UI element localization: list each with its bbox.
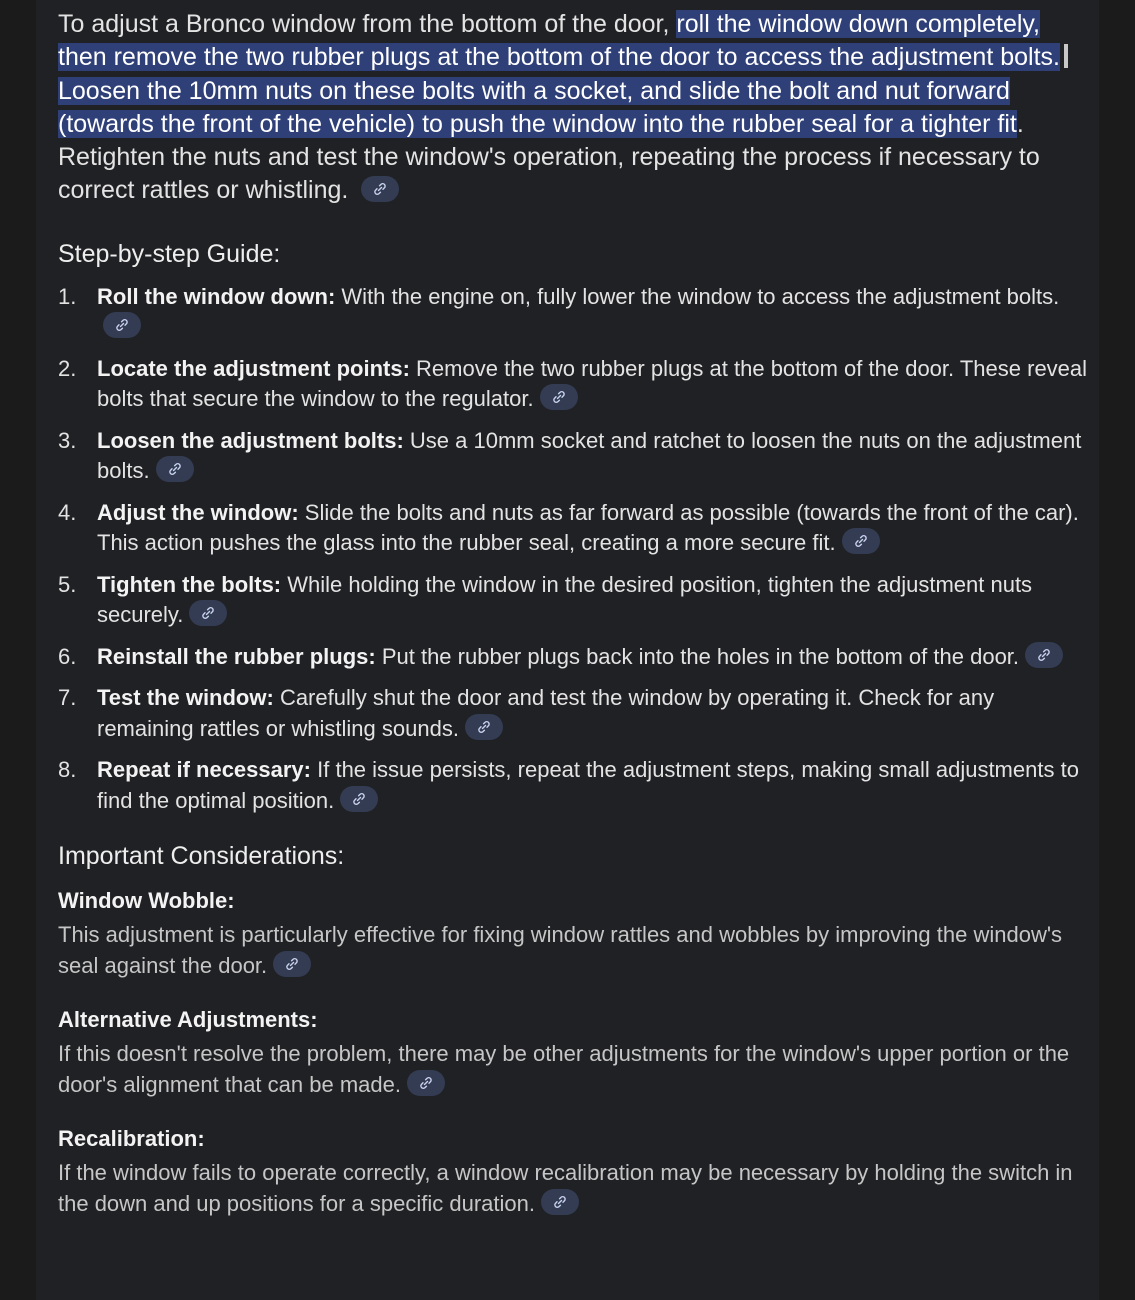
step-number: 1. xyxy=(58,283,77,309)
selected-text-a[interactable]: roll the window down completely, then remove the two rubber plugs at the bottom of the door to access the adjustment bolts. xyxy=(58,10,1060,72)
step-title: Test the window: xyxy=(97,685,274,711)
step-number: 3. xyxy=(58,427,77,453)
step-item xyxy=(58,570,1088,631)
link-icon[interactable] xyxy=(103,312,141,338)
step-item xyxy=(58,642,1088,673)
step-text: While holding the window in the desired position, tighten the adjustment nuts securely. xyxy=(97,571,1033,628)
selected-text-b[interactable]: Loosen the 10mm nuts on these bolts with a socket, and slide the bolt and nut forward (towards the front of the vehicle) to push the window into the rubber seal for a tighter fit xyxy=(58,76,1017,138)
response-content xyxy=(58,0,1088,1219)
step-text: Slide the bolts and nuts as far forward as possible (towards the front of the car). This action pushes the glass into the rubber seal, creating a more secure fit. xyxy=(97,499,1079,556)
steps-list xyxy=(58,282,1088,817)
step-title: Reinstall the rubber plugs: xyxy=(97,643,376,669)
link-icon[interactable] xyxy=(465,714,503,740)
step-item xyxy=(58,683,1088,744)
step-title: Repeat if necessary: xyxy=(97,757,311,783)
step-title: Tighten the bolts: xyxy=(97,571,282,597)
step-text: With the engine on, fully lower the window to access the adjustment bolts. xyxy=(341,283,1060,309)
steps-heading: Step-by-step Guide: xyxy=(58,239,281,268)
step-text: Put the rubber plugs back into the holes in the bottom of the door. xyxy=(381,643,1020,669)
step-number: 7. xyxy=(58,685,77,711)
consideration-text xyxy=(58,1158,1088,1219)
consideration-text xyxy=(58,1039,1088,1100)
text-cursor-icon xyxy=(1064,44,1068,68)
step-title: Locate the adjustment points: xyxy=(97,355,410,381)
consideration-title: Alternative Adjustments: xyxy=(58,1007,318,1033)
step-number: 8. xyxy=(58,757,77,783)
step-text: If the issue persists, repeat the adjustment steps, making small adjustments to find the optimal position. xyxy=(97,757,1079,813)
consideration-body: If this doesn't resolve the problem, there may be other adjustments for the window's upper portion or the door's alignment that can be made. xyxy=(58,1041,1070,1097)
step-text: Carefully shut the door and test the window by operating it. Check for any remaining rattles or whistling sounds. xyxy=(97,685,995,741)
step-item xyxy=(58,426,1088,487)
link-icon[interactable] xyxy=(361,176,399,202)
step-text: Remove the two rubber plugs at the bottom of the door. These reveal bolts that secure the window to the regulator. xyxy=(97,355,1088,412)
intro-text: To adjust a Bronco window from the bottom of the door, xyxy=(58,10,670,38)
consideration-title: Recalibration: xyxy=(58,1126,205,1152)
consideration-title: Window Wobble: xyxy=(58,888,235,914)
link-icon[interactable] xyxy=(842,528,880,554)
intro-text-end: . Retighten the nuts and test the window's operation, repeating the process if necessary to correct rattles or whistling. xyxy=(58,109,1040,205)
step-number: 4. xyxy=(58,499,77,525)
step-number: 6. xyxy=(58,643,77,669)
link-icon[interactable] xyxy=(541,1189,579,1215)
considerations-heading: Important Considerations: xyxy=(58,842,345,871)
link-icon[interactable] xyxy=(340,786,378,812)
step-item xyxy=(58,755,1088,816)
step-number: 2. xyxy=(58,355,77,381)
link-icon[interactable] xyxy=(156,456,194,482)
step-item xyxy=(58,354,1088,415)
link-icon[interactable] xyxy=(407,1070,445,1096)
intro-paragraph xyxy=(58,8,1088,208)
step-item xyxy=(58,282,1088,343)
link-icon[interactable] xyxy=(273,951,311,977)
consideration-body: If the window fails to operate correctly, a window recalibration may be necessary by holding the switch in the down and up positions for a specific duration. xyxy=(58,1160,1073,1216)
step-title: Roll the window down: xyxy=(97,283,336,309)
link-icon[interactable] xyxy=(1025,642,1063,668)
consideration-alternative-adjustments xyxy=(58,1005,1088,1100)
step-title: Adjust the window: xyxy=(97,499,299,525)
consideration-window-wobble xyxy=(58,886,1088,981)
link-icon[interactable] xyxy=(189,600,227,626)
consideration-recalibration xyxy=(58,1124,1088,1219)
step-item xyxy=(58,498,1088,559)
consideration-body: This adjustment is particularly effective for fixing window rattles and wobbles by improving the window's seal against the door. xyxy=(58,922,1063,978)
link-icon[interactable] xyxy=(540,384,578,410)
step-title: Loosen the adjustment bolts: xyxy=(97,427,404,453)
consideration-text xyxy=(58,920,1088,981)
step-text: Use a 10mm socket and ratchet to loosen the nuts on the adjustment bolts. xyxy=(97,427,1082,484)
step-number: 5. xyxy=(58,571,77,597)
